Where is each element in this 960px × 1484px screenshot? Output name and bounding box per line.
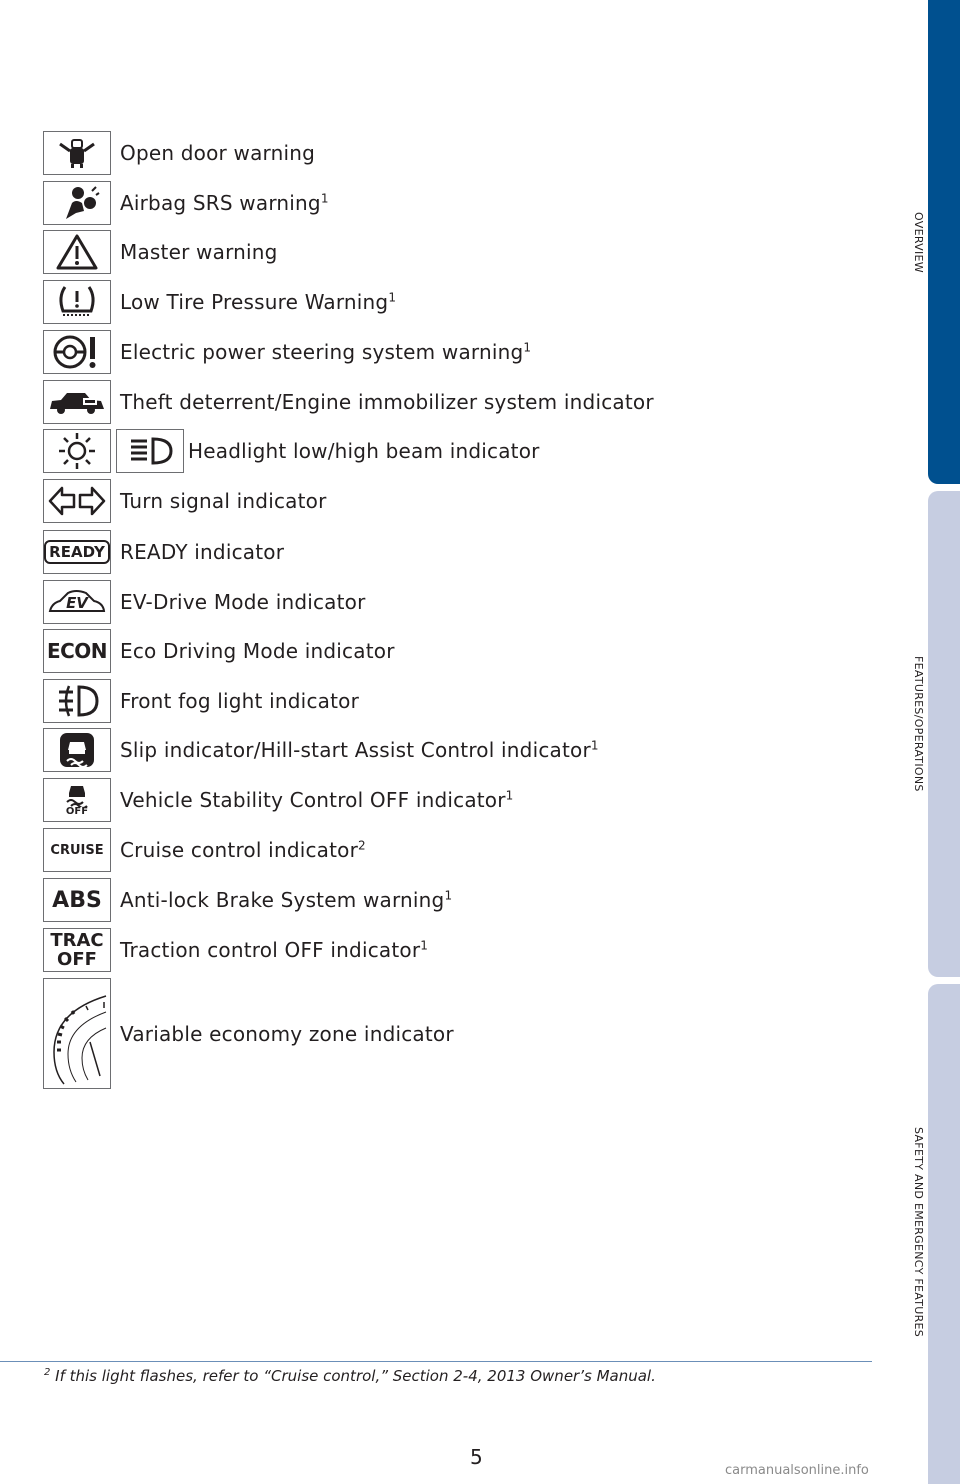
- indicator-label: Electric power steering system warning$^1$: [120, 340, 532, 364]
- tab-features-bar[interactable]: [928, 491, 960, 977]
- indicator-label: Headlight low/high beam indicator: [188, 439, 540, 463]
- power-steering-icon: [43, 330, 111, 374]
- indicator-row: [43, 978, 454, 1089]
- indicator-label: Airbag SRS warning$^1$: [120, 191, 329, 215]
- indicator-row: [43, 530, 284, 574]
- indicator-label: Eco Driving Mode indicator: [120, 639, 395, 663]
- tab-overview-bar[interactable]: [928, 0, 960, 484]
- tab-safety-bar[interactable]: [928, 984, 960, 1484]
- indicator-row: [43, 131, 315, 175]
- indicator-label: Theft deterrent/Engine immobilizer system indicator: [120, 390, 654, 414]
- indicator-row: [43, 580, 366, 624]
- slip-icon: [43, 728, 111, 772]
- fog-light-icon: [43, 679, 111, 723]
- indicator-row: [43, 728, 599, 772]
- ready-icon: READY: [43, 530, 111, 574]
- indicator-row: [43, 778, 514, 822]
- indicator-row: [43, 479, 327, 523]
- car-key-icon: [43, 380, 111, 424]
- indicator-row: [43, 429, 540, 473]
- indicator-row: [43, 679, 359, 723]
- indicator-label: Vehicle Stability Control OFF indicator$^1$: [120, 788, 514, 812]
- footnote-rule: [0, 1361, 872, 1362]
- cruise-icon: CRUISE: [43, 828, 111, 872]
- indicator-row: [43, 181, 329, 225]
- econ-icon: ECON: [43, 629, 111, 673]
- footnote: $^2$ If this light flashes, refer to “Cruise control,” Section 2-4, 2013 Owner’s Manual.: [44, 1367, 656, 1385]
- indicator-row: [43, 380, 654, 424]
- indicator-row: [43, 230, 278, 274]
- indicator-row: [43, 330, 531, 374]
- indicator-label: EV-Drive Mode indicator: [120, 590, 366, 614]
- page-number: 5: [470, 1445, 483, 1469]
- indicator-label: Traction control OFF indicator$^1$: [120, 938, 429, 962]
- open-door-icon: [43, 131, 111, 175]
- tire-pressure-icon: [43, 280, 111, 324]
- eco-zone-gauge-icon: [43, 978, 111, 1089]
- indicator-label: Open door warning: [120, 141, 316, 165]
- indicator-row: [43, 928, 428, 972]
- indicator-label: Low Tire Pressure Warning$^1$: [120, 290, 397, 314]
- indicator-row: [43, 629, 395, 673]
- headlight-icon: [116, 429, 184, 473]
- indicator-row: [43, 878, 452, 922]
- tab-overview[interactable]: OVERVIEW: [912, 212, 925, 273]
- watermark: carmanualsonline.info: [725, 1463, 869, 1478]
- vsc-off-icon: OFF: [43, 778, 111, 822]
- turn-signal-icon: [43, 479, 111, 523]
- indicator-label: Anti-lock Brake System warning$^1$: [120, 888, 453, 912]
- ev-icon: EV: [43, 580, 111, 624]
- indicator-label: Turn signal indicator: [120, 489, 327, 513]
- indicator-label: READY indicator: [120, 540, 285, 564]
- indicator-row: [43, 280, 396, 324]
- indicator-row: [43, 828, 366, 872]
- indicator-label: Master warning: [120, 240, 278, 264]
- tab-features[interactable]: FEATURES/OPERATIONS: [912, 656, 925, 792]
- low-beam-icon: [43, 429, 111, 473]
- indicator-label: Slip indicator/Hill-start Assist Control indicator$^1$: [120, 738, 599, 762]
- indicator-label: Cruise control indicator$^2$: [120, 838, 366, 862]
- indicator-label: Variable economy zone indicator: [120, 1021, 454, 1046]
- indicator-label: Front fog light indicator: [120, 689, 359, 713]
- airbag-icon: [43, 181, 111, 225]
- abs-icon: ABS: [43, 878, 111, 922]
- trac-off-icon: TRAC OFF: [43, 928, 111, 972]
- tab-safety[interactable]: SAFETY AND EMERGENCY FEATURES: [912, 1127, 925, 1338]
- master-warning-icon: [43, 230, 111, 274]
